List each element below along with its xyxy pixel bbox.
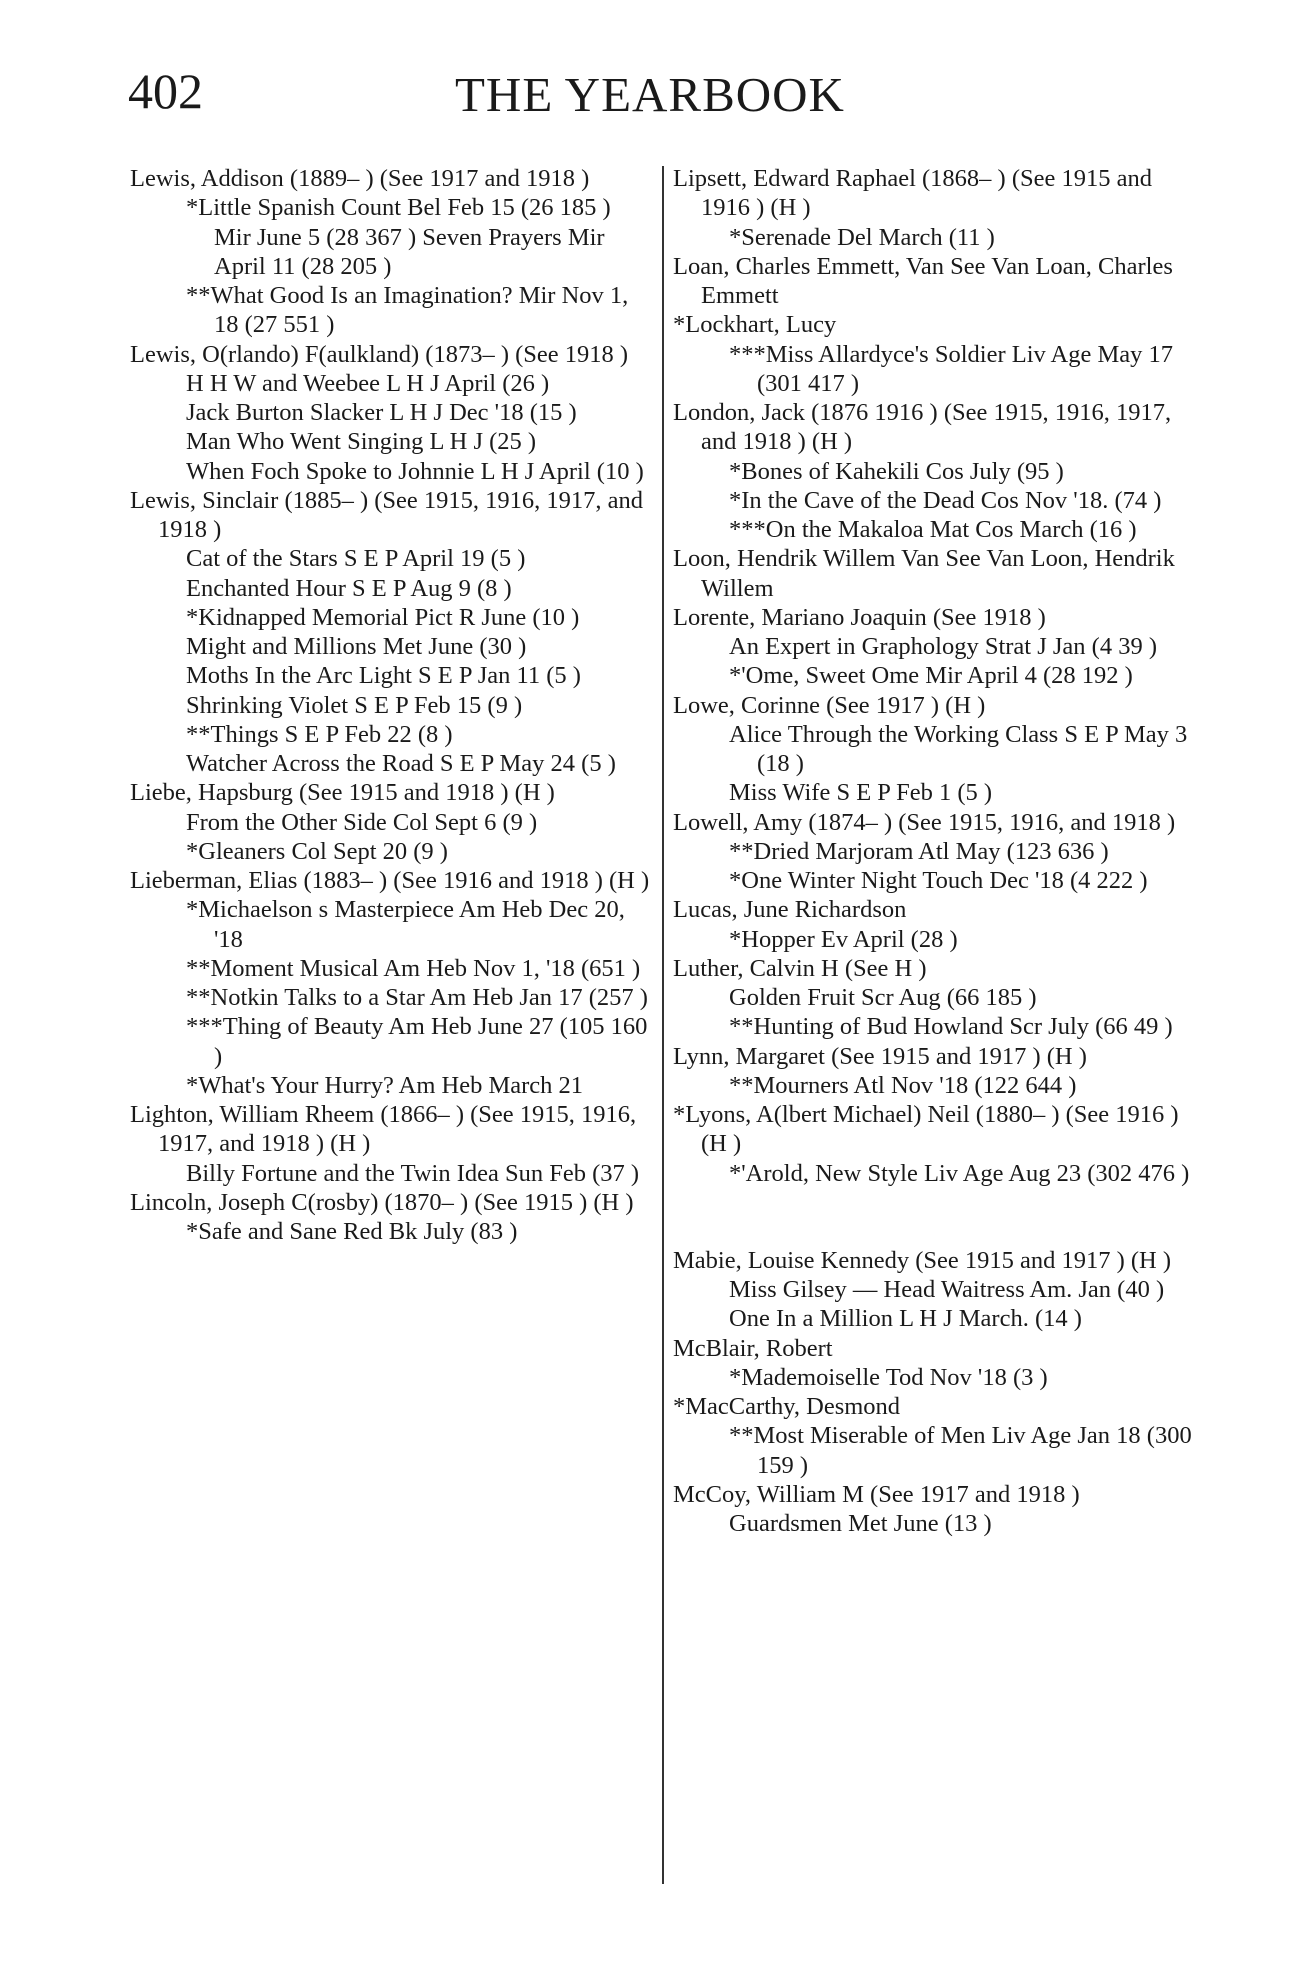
right-column [673, 164, 1201, 1538]
story-entry: ***On the Makaloa Mat Cos March (16 ) [729, 516, 1137, 543]
story-entry: *In the Cave of the Dead Cos Nov '18. (74 ) [729, 486, 1162, 514]
author-heading: Lowell, Amy (1874– ) (See 1915, 1916, and 1918 ) [673, 808, 1176, 836]
story-entry: Shrinking Violet S E P Feb 15 (9 ) [186, 691, 523, 719]
story-entry: H H W and Weebee L H J April (26 ) [186, 369, 550, 397]
author-heading: *Lyons, A(lbert Michael) Neil (1880– ) (See 1916 ) (H ) [673, 1101, 1179, 1158]
story-entry: *Michaelson s Masterpiece Am Heb Dec 20, '18 [186, 896, 625, 953]
story-entry: *'Ome, Sweet Ome Mir April 4 (28 192 ) [729, 662, 1133, 690]
author-heading: Luther, Calvin H (See H ) [673, 954, 927, 982]
column-divider [662, 166, 664, 1884]
story-entry: **Most Miserable of Men Liv Age Jan 18 (300 159 ) [729, 1422, 1192, 1479]
story-entry: Might and Millions Met June (30 ) [186, 633, 527, 660]
story-entry: *Kidnapped Memorial Pict R June (10 ) [186, 603, 580, 631]
story-entry: ***Thing of Beauty Am Heb June 27 (105 160 ) [186, 1013, 648, 1070]
story-entry: **What Good Is an Imagination? Mir Nov 1, 18 (27 551 ) [186, 282, 629, 339]
story-entry: *What's Your Hurry? Am Heb March 21 [186, 1071, 584, 1099]
page-title: THE YEARBOOK [455, 67, 845, 122]
story-entry: **Notkin Talks to a Star Am Heb Jan 17 (257 ) [186, 984, 648, 1011]
section-break [673, 1188, 1201, 1246]
story-entry: Golden Fruit Scr Aug (66 185 ) [729, 984, 1037, 1011]
author-heading: Lewis, O(rlando) F(aulkland) (1873– ) (See 1918 ) [130, 340, 629, 368]
story-entry: Miss Wife S E P Feb 1 (5 ) [729, 779, 993, 807]
story-entry: Billy Fortune and the Twin Idea Sun Feb (37 ) [186, 1159, 640, 1187]
story-entry: *Serenade Del March (11 ) [729, 223, 995, 251]
story-entry: An Expert in Graphology Strat J Jan (4 39 ) [729, 633, 1157, 660]
left-column [130, 164, 650, 1246]
story-entry: *Bones of Kahekili Cos July (95 ) [729, 457, 1064, 485]
author-heading: Lighton, William Rheem (1866– ) (See 1915, 1916, 1917, and 1918 ) (H ) [130, 1101, 637, 1158]
author-heading: Lewis, Sinclair (1885– ) (See 1915, 1916, 1917, and 1918 ) [130, 486, 644, 543]
author-heading: London, Jack (1876 1916 ) (See 1915, 1916, 1917, and 1918 ) (H ) [673, 399, 1172, 456]
author-heading: Lucas, June Richardson [673, 896, 907, 924]
story-entry: From the Other Side Col Sept 6 (9 ) [186, 808, 538, 836]
story-entry: Man Who Went Singing L H J (25 ) [186, 428, 537, 456]
story-entry: *Hopper Ev April (28 ) [729, 925, 958, 953]
story-entry: Watcher Across the Road S E P May 24 (5 ) [186, 750, 616, 777]
author-heading: Lorente, Mariano Joaquin (See 1918 ) [673, 603, 1046, 631]
story-entry: **Mourners Atl Nov '18 (122 644 ) [729, 1071, 1077, 1099]
story-entry: *'Arold, New Style Liv Age Aug 23 (302 476 ) [729, 1159, 1190, 1187]
story-entry: *Mademoiselle Tod Nov '18 (3 ) [729, 1363, 1048, 1391]
story-entry: **Dried Marjoram Atl May (123 636 ) [729, 837, 1109, 865]
story-entry: ***Miss Allardyce's Soldier Liv Age May 17 (301 417 ) [729, 340, 1174, 397]
story-entry: *One Winter Night Touch Dec '18 (4 222 ) [729, 867, 1148, 894]
story-entry: Cat of the Stars S E P April 19 (5 ) [186, 545, 526, 573]
author-heading: McBlair, Robert [673, 1334, 833, 1362]
author-heading: *Lockhart, Lucy [673, 311, 837, 339]
author-heading: *MacCarthy, Desmond [673, 1393, 901, 1420]
author-heading: Mabie, Louise Kennedy (See 1915 and 1917 ) (H ) [673, 1246, 1172, 1274]
author-heading: Liebe, Hapsburg (See 1915 and 1918 ) (H ) [130, 779, 555, 807]
story-entry: **Hunting of Bud Howland Scr July (66 49 ) [729, 1013, 1173, 1041]
author-heading: Loan, Charles Emmett, Van See Van Loan, Charles Emmett [673, 252, 1173, 309]
story-entry: One In a Million L H J March. (14 ) [729, 1305, 1082, 1333]
page-number: 402 [128, 63, 203, 119]
story-entry: Enchanted Hour S E P Aug 9 (8 ) [186, 574, 512, 602]
author-heading: Lewis, Addison (1889– ) (See 1917 and 1918 ) [130, 165, 590, 192]
author-heading: Lieberman, Elias (1883– ) (See 1916 and 1918 ) (H ) [130, 867, 650, 894]
story-entry: Miss Gilsey — Head Waitress Am. Jan (40 ) [729, 1276, 1165, 1303]
story-entry: When Foch Spoke to Johnnie L H J April (10 ) [186, 457, 644, 485]
story-entry: Alice Through the Working Class S E P May 3 (18 ) [729, 720, 1188, 777]
story-entry: *Little Spanish Count Bel Feb 15 (26 185 ) Mir June 5 (28 367 ) Seven Prayers Mir April 11 (28 205 ) [186, 194, 611, 280]
story-entry: **Moment Musical Am Heb Nov 1, '18 (651 ) [186, 954, 641, 982]
author-heading: Lincoln, Joseph C(rosby) (1870– ) (See 1915 ) (H ) [130, 1188, 634, 1216]
story-entry: *Safe and Sane Red Bk July (83 ) [186, 1218, 518, 1245]
author-heading: Lipsett, Edward Raphael (1868– ) (See 1915 and 1916 ) (H ) [673, 165, 1152, 222]
story-entry: Moths In the Arc Light S E P Jan 11 (5 ) [186, 662, 581, 690]
story-entry: *Gleaners Col Sept 20 (9 ) [186, 837, 448, 865]
author-heading: Loon, Hendrik Willem Van See Van Loon, Hendrik Willem [673, 545, 1175, 602]
story-entry: Guardsmen Met June (13 ) [729, 1510, 992, 1537]
story-entry: **Things S E P Feb 22 (8 ) [186, 720, 453, 748]
story-entry: Jack Burton Slacker L H J Dec '18 (15 ) [186, 399, 577, 426]
author-heading: Lynn, Margaret (See 1915 and 1917 ) (H ) [673, 1042, 1087, 1070]
author-heading: Lowe, Corinne (See 1917 ) (H ) [673, 691, 986, 719]
author-heading: McCoy, William M (See 1917 and 1918 ) [673, 1480, 1080, 1508]
